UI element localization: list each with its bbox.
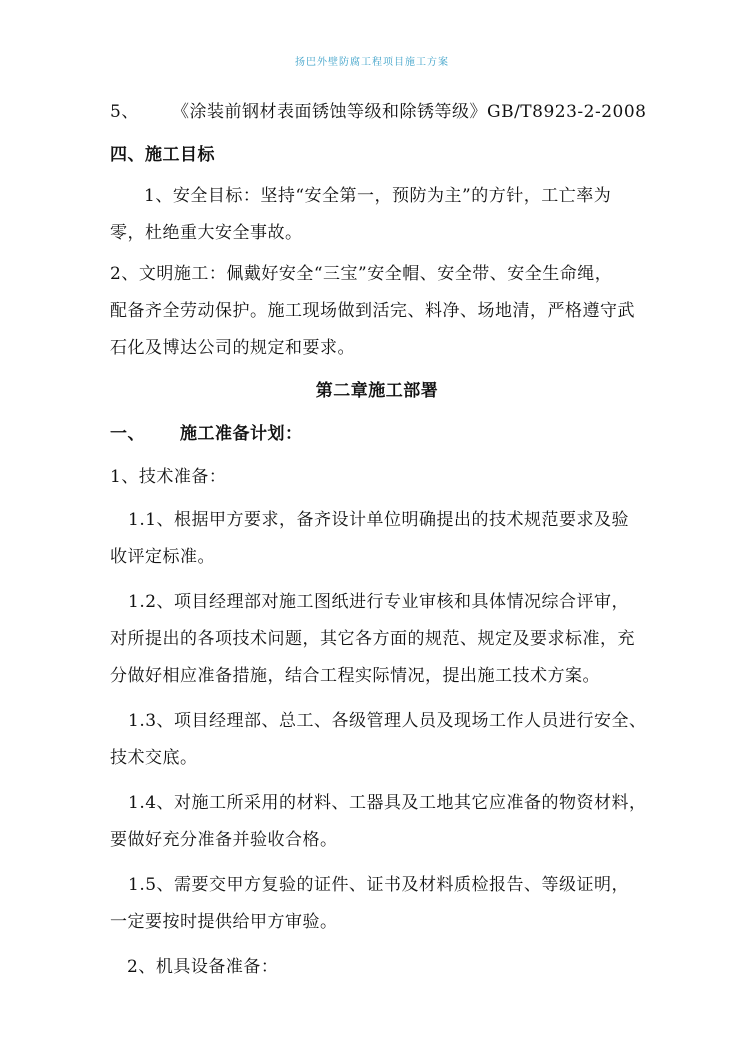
- part-number: 一、: [110, 424, 145, 444]
- tech-item-1-2-line2: 对所提出的各项技术问题，其它各方面的规范、规定及要求标准，充: [110, 629, 635, 649]
- tech-item-1-1-line2: 收评定标准。: [110, 547, 215, 567]
- tech-item-1-2-line3: 分做好相应准备措施，结合工程实际情况，提出施工技术方案。: [110, 666, 600, 686]
- subheading-tech-prep: 1、技术准备：: [110, 467, 227, 487]
- goal-civilized-line2: 配备齐全劳动保护。施工现场做到活完、料净、场地清，严格遵守武: [110, 301, 635, 321]
- tech-item-1-3-line1: 1.3、项目经理部、总工、各级管理人员及现场工作人员进行安全、: [128, 711, 647, 731]
- goal-civilized-line1: 2、文明施工：佩戴好安全“三宝”安全帽、安全带、安全生命绳，: [110, 264, 613, 284]
- section-heading-goals: 四、施工目标: [110, 145, 215, 165]
- tech-item-1-5-line2: 一定要按时提供给甲方审验。: [110, 912, 338, 932]
- subheading-equipment-prep: 2、机具设备准备：: [127, 957, 279, 977]
- tech-item-1-5-line1: 1.5、需要交甲方复验的证件、证书及材料质检报告、等级证明，: [128, 875, 630, 895]
- tech-item-1-1-line1: 1.1、根据甲方要求，备齐设计单位明确提出的技术规范要求及验: [128, 510, 630, 530]
- goal-safety-line1: 1、安全目标：坚持“安全第一，预防为主”的方针，工亡率为: [144, 186, 612, 206]
- running-header: 扬巴外壁防腐工程项目施工方案: [295, 57, 449, 68]
- tech-item-1-2-line1: 1.2、项目经理部对施工图纸进行专业审核和具体情况综合评审，: [128, 592, 630, 612]
- tech-item-1-4-line2: 要做好充分准备并验收合格。: [110, 830, 338, 850]
- document-body: [110, 94, 647, 986]
- reference-text: 《涂装前钢材表面锈蚀等级和除锈等级》GB/T8923-2-2008: [172, 102, 647, 122]
- reference-item-5: [110, 94, 647, 131]
- part-title: 施工准备计划：: [180, 424, 303, 444]
- goal-safety-line2: 零，杜绝重大安全事故。: [110, 223, 303, 243]
- tech-item-1-4-line1: 1.4、对施工所采用的材料、工器具及工地其它应准备的物资材料，: [128, 793, 647, 813]
- chapter-title: 第二章施工部署: [315, 381, 439, 401]
- goal-civilized-line3: 石化及博达公司的规定和要求。: [110, 338, 355, 358]
- reference-number: 5、: [110, 102, 139, 122]
- part-heading-prep-plan: [110, 416, 644, 453]
- tech-item-1-3-line2: 技术交底。: [110, 748, 198, 768]
